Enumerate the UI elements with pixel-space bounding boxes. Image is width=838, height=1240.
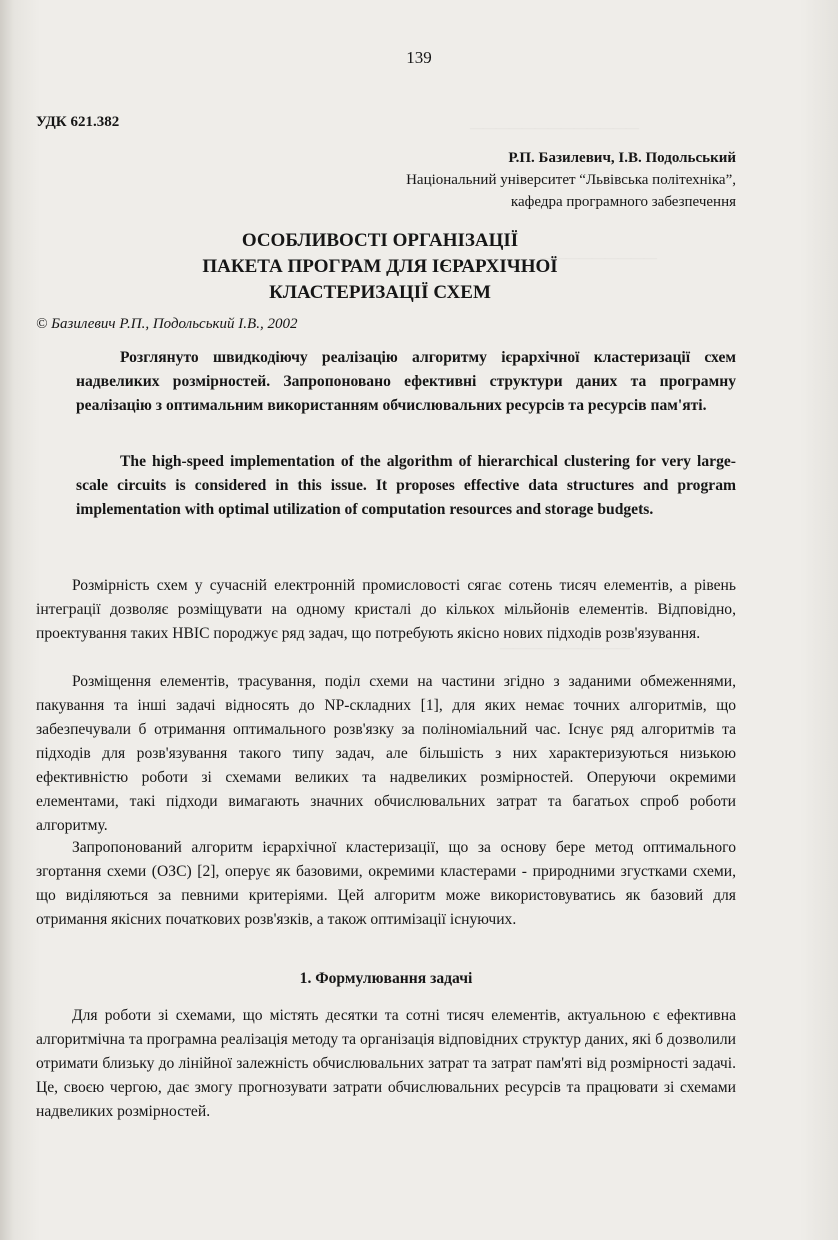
abstract-english: The high-speed implementation of the algorithm of hierarchical clustering for very large-scale circuits is considered in this issue. It proposes effective data structures and program implementation with optimal utilization of computation resources and storage budgets.: [76, 453, 736, 518]
section-heading: 1. Формулювання задачі: [299, 970, 473, 987]
title-line: ПАКЕТА ПРОГРАМ ДЛЯ ІЄРАРХІЧНОЇ: [202, 256, 558, 277]
page-number: 139: [406, 48, 432, 67]
authors: Р.П. Базилевич, І.В. Подольський: [508, 150, 736, 166]
body-paragraph: Запропонований алгоритм ієрархічної кластеризації, що за основу бере метод оптимального згортання схеми (ОЗС) [2], оперує як базовими, окремими кластерами - природними згустками схеми, що виділяються за певними критеріями. Цей алгоритм може використовуватись як базовий для отримання якісних початкових розв'язків, а також оптимізації існуючих.: [36, 839, 736, 928]
body-paragraph: Розміщення елементів, трасування, поділ схеми на частини згідно з заданими обмеженнями, пакування та інші задачі відносять до NP-складних [1], для яких немає точних алгоритмів, що забезпечували б отримання оптимального розв'язку за поліноміальний час. Існує ряд алгоритмів та підходів для розв'язування такого типу задач, але більшість з них характеризуються низькою ефективністю роботи зі схемами великих та надвеликих розмірностей. Оперуючи окремими елементами, такі підходи вимагають значних обчислювальних затрат та багатьох спроб роботи алгоритму.: [36, 673, 736, 834]
paper-title: [0, 228, 760, 306]
title-line: ОСОБЛИВОСТІ ОРГАНІЗАЦІЇ: [241, 230, 519, 251]
show-through-text: ——————————: [500, 640, 630, 655]
show-through-text: —————————: [540, 250, 657, 265]
section-paragraph: Для роботи зі схемами, що містять десятки та сотні тисяч елементів, актуальною є ефективна алгоритмічна та програмна реалізація методу та організація відповідних структур даних, які б дозволили отримати близьку до лінійної залежність обчислювальних затрат та затрат пам'яті від розмірності задачі. Це, своєю чергою, дає змогу прогнозувати затрати обчислювальних ресурсів та працювати зі схемами надвеликих розмірностей.: [36, 1007, 736, 1120]
affiliation-university: Національний університет “Львівська політехніка”,: [406, 172, 736, 188]
affiliation-department: кафедра програмного забезпечення: [510, 194, 736, 210]
body-paragraph: Розмірність схем у сучасній електронній промисловості сягає сотень тисяч елементів, а рівень інтеграції дозволяє розміщувати на одному кристалі до кількох мільйонів елементів. Відповідно, проектування таких НВІС породжує ряд задач, що потребують якісно нових підходів розв'язування.: [36, 577, 736, 642]
udk-code: УДК 621.382: [36, 114, 120, 130]
abstract-ukrainian: Розглянуто швидкодіючу реалізацію алгоритму ієрархічної кластеризації схем надвеликих розмірностей. Запропоновано ефективні структури даних та програмну реалізацію з оптимальним використанням обчислювальних ресурсів та ресурсів пам'яті.: [76, 349, 736, 414]
title-line: КЛАСТЕРИЗАЦІЇ СХЕМ: [269, 282, 491, 303]
copyright-notice: © Базилевич Р.П., Подольський І.В., 2002: [36, 316, 298, 332]
show-through-text: —————————————: [470, 120, 639, 135]
